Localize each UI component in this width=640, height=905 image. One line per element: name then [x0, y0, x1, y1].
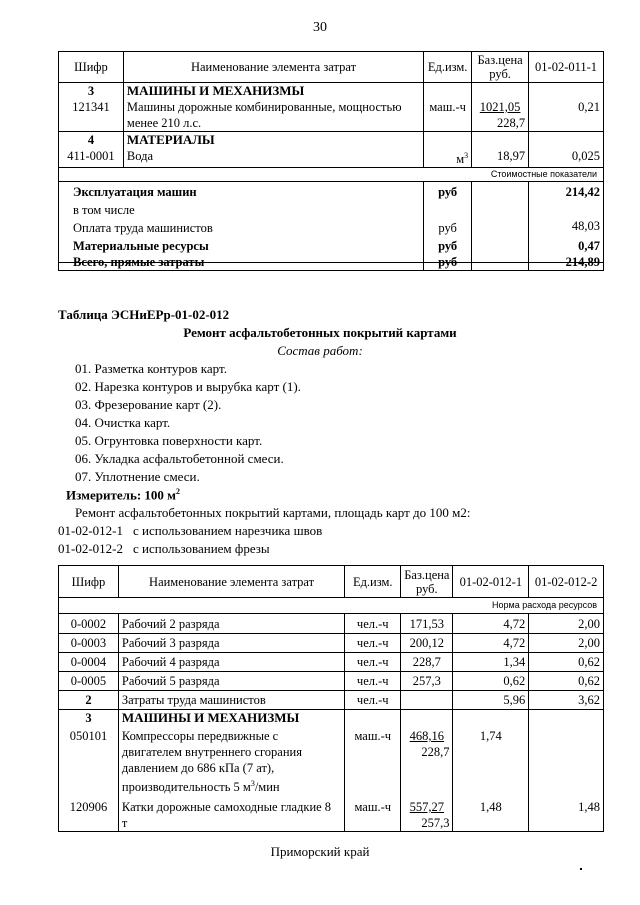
table-title: Таблица ЭСНиЕРр-01-02-012 — [58, 307, 230, 322]
summary-row — [59, 182, 604, 202]
work-item: 03. Фрезерование карт (2). — [75, 397, 222, 412]
section-row-machines — [59, 83, 604, 100]
table-row — [59, 148, 604, 168]
value-col2: 2,00 — [529, 614, 604, 634]
resource-name-line3: давлением до 686 кПа (7 ат), — [121, 761, 275, 775]
price-top: 557,27 — [409, 800, 445, 815]
header-col-012-1: 01-02-012-1 — [453, 566, 529, 598]
resource-name: Рабочий 4 разряда — [118, 653, 344, 672]
work-item: 06. Укладка асфальтобетонной смеси. — [75, 451, 284, 466]
section-row-materials — [59, 132, 604, 149]
meter-superscript: 2 — [176, 487, 181, 496]
header-col-012-2: 01-02-012-2 — [529, 566, 604, 598]
resource-name-line1: Машины дорожные комбинированные, мощностью — [126, 100, 402, 114]
summary-label: Оплата труда машинистов — [59, 218, 424, 236]
summary-value: 214,42 — [529, 182, 604, 202]
summary-label: в том числе — [59, 202, 424, 218]
work-item: 02. Нарезка контуров и вырубка карт (1). — [75, 379, 301, 394]
resource-code: 0-0005 — [59, 672, 119, 691]
header-price: Баз.цена руб. — [401, 566, 453, 598]
resource-code: 120906 — [59, 795, 119, 832]
value-col2: 1,48 — [529, 795, 604, 832]
resource-name-line4a: производительность 5 м — [121, 780, 251, 795]
summary-unit: руб — [424, 254, 472, 271]
value-col1: 5,96 — [453, 691, 529, 710]
price-bottom: 228,7 — [496, 116, 526, 130]
unit-superscript: 3 — [464, 151, 469, 160]
summary-value: 0,47 — [529, 236, 604, 254]
variant-code: 01-02-012-2 — [58, 541, 123, 556]
page-number: 30 — [313, 20, 327, 35]
resource-unit: чел.-ч — [345, 634, 401, 653]
resource-code: 411-0001 — [59, 148, 124, 168]
scan-dot — [580, 868, 582, 870]
cost-indicators-header: Стоимостные показатели — [59, 168, 604, 182]
resource-price: 18,97 — [472, 148, 529, 168]
resource-table-2 — [58, 565, 604, 832]
resource-unit: маш.-ч — [424, 99, 472, 132]
unit-superscript: 3 — [250, 779, 255, 788]
table-bottom-rule — [58, 262, 604, 263]
table-row — [59, 795, 604, 832]
value-col2: 2,00 — [529, 634, 604, 653]
header-name: Наименование элемента затрат — [118, 566, 344, 598]
resource-price: 171,53 — [401, 614, 453, 634]
resource-unit: маш.-ч — [345, 726, 401, 795]
section-number: 2 — [59, 691, 119, 710]
resource-name-line2: менее 210 л.с. — [126, 116, 202, 130]
resource-name-line4 — [122, 776, 341, 795]
header-price: Баз.цена руб. — [472, 52, 529, 83]
table-row — [59, 672, 604, 691]
section-number: 3 — [59, 710, 119, 727]
resource-price: 200,12 — [401, 634, 453, 653]
summary-label: Материальные ресурсы — [59, 236, 424, 254]
section-number: 4 — [59, 132, 124, 149]
price-bottom: 228,7 — [421, 745, 450, 759]
value-col1: 0,62 — [453, 672, 529, 691]
footer-region: Приморский край — [270, 844, 370, 859]
header-col-011-1: 01-02-011-1 — [529, 52, 604, 83]
norm-header: Норма расхода ресурсов — [59, 598, 604, 614]
resource-name-line1: Катки дорожные самоходные гладкие 8 — [121, 800, 332, 815]
table-row — [59, 614, 604, 634]
summary-unit: руб — [424, 218, 472, 236]
header-code: Шифр — [59, 52, 124, 83]
header-code: Шифр — [59, 566, 119, 598]
section-heading: Ремонт асфальтобетонных покрытий картами — [183, 325, 457, 340]
resource-name: Рабочий 3 разряда — [118, 634, 344, 653]
resource-name: Рабочий 2 разряда — [118, 614, 344, 634]
section-subheading: Состав работ: — [277, 343, 363, 358]
work-item: 01. Разметка контуров карт. — [75, 361, 227, 376]
resource-name: Вода — [123, 148, 423, 168]
table-row — [59, 726, 604, 795]
summary-value: 214,89 — [529, 254, 604, 271]
value-col2 — [529, 726, 604, 795]
section-title: МАТЕРИАЛЫ — [123, 132, 423, 149]
resource-name-line2: т — [121, 816, 128, 831]
work-item: 04. Очистка карт. — [75, 415, 171, 430]
value-col1: 1,48 — [453, 795, 529, 832]
resource-name-line1: Компрессоры передвижные с — [121, 729, 279, 743]
summary-label: Всего, прямые затраты — [59, 254, 424, 271]
resource-unit: чел.-ч — [345, 614, 401, 634]
summary-unit: руб — [424, 182, 472, 202]
variant-text: с использованием фрезы — [133, 541, 270, 556]
work-item: 07. Уплотнение смеси. — [75, 469, 200, 484]
value-col2: 0,62 — [529, 672, 604, 691]
summary-row — [59, 202, 604, 218]
table-row — [59, 653, 604, 672]
resource-name: Затраты труда машинистов — [118, 691, 344, 710]
resource-value: 0,025 — [529, 148, 604, 168]
value-col1: 4,72 — [453, 614, 529, 634]
resource-name-line4b: /мин — [254, 780, 280, 795]
resource-price: 257,3 — [401, 672, 453, 691]
resource-code: 121341 — [59, 99, 124, 132]
meter-text: Измеритель: 100 м — [66, 487, 177, 503]
price-top: 1021,05 — [479, 100, 521, 114]
variant-row — [58, 523, 322, 539]
work-item: 05. Огрунтовка поверхности карт. — [75, 433, 263, 448]
resource-name: Рабочий 5 разряда — [118, 672, 344, 691]
header-unit: Ед.изм. — [345, 566, 401, 598]
resource-code: 0-0002 — [59, 614, 119, 634]
section-number: 3 — [59, 83, 124, 100]
summary-unit: руб — [424, 236, 472, 254]
resource-name-line2: двигателем внутреннего сгорания — [121, 745, 302, 759]
price-top: 468,16 — [409, 729, 445, 743]
resource-table-1 — [58, 51, 604, 271]
summary-value: 48,03 — [529, 218, 604, 236]
summary-row — [59, 236, 604, 254]
value-col1: 1,34 — [453, 653, 529, 672]
summary-label: Эксплуатация машин — [59, 182, 424, 202]
description: Ремонт асфальтобетонных покрытий картами, площадь карт до 100 м2: — [75, 505, 471, 520]
summary-row — [59, 218, 604, 236]
value-col2: 3,62 — [529, 691, 604, 710]
section-row-machines — [59, 710, 604, 727]
table-row — [59, 99, 604, 132]
header-name: Наименование элемента затрат — [123, 52, 423, 83]
machinist-labor-row — [59, 691, 604, 710]
value-col2: 0,62 — [529, 653, 604, 672]
resource-code: 0-0004 — [59, 653, 119, 672]
resource-unit: чел.-ч — [345, 691, 401, 710]
resource-price: 228,7 — [401, 653, 453, 672]
resource-unit: маш.-ч — [345, 795, 401, 832]
resource-value: 0,21 — [529, 99, 604, 132]
value-col1: 4,72 — [453, 634, 529, 653]
section-title: МАШИНЫ И МЕХАНИЗМЫ — [118, 710, 344, 727]
resource-code: 0-0003 — [59, 634, 119, 653]
resource-unit: м — [456, 152, 465, 167]
variant-row — [58, 541, 270, 557]
resource-unit: чел.-ч — [345, 653, 401, 672]
table-row — [59, 634, 604, 653]
header-unit: Ед.изм. — [424, 52, 472, 83]
variant-code: 01-02-012-1 — [58, 523, 123, 538]
variant-text: с использованием нарезчика швов — [133, 523, 323, 538]
resource-unit: чел.-ч — [345, 672, 401, 691]
value-col1: 1,74 — [453, 726, 529, 795]
price-bottom: 257,3 — [421, 816, 450, 831]
resource-code: 050101 — [59, 726, 119, 795]
meter-label — [66, 487, 180, 503]
section-title: МАШИНЫ И МЕХАНИЗМЫ — [123, 83, 423, 100]
